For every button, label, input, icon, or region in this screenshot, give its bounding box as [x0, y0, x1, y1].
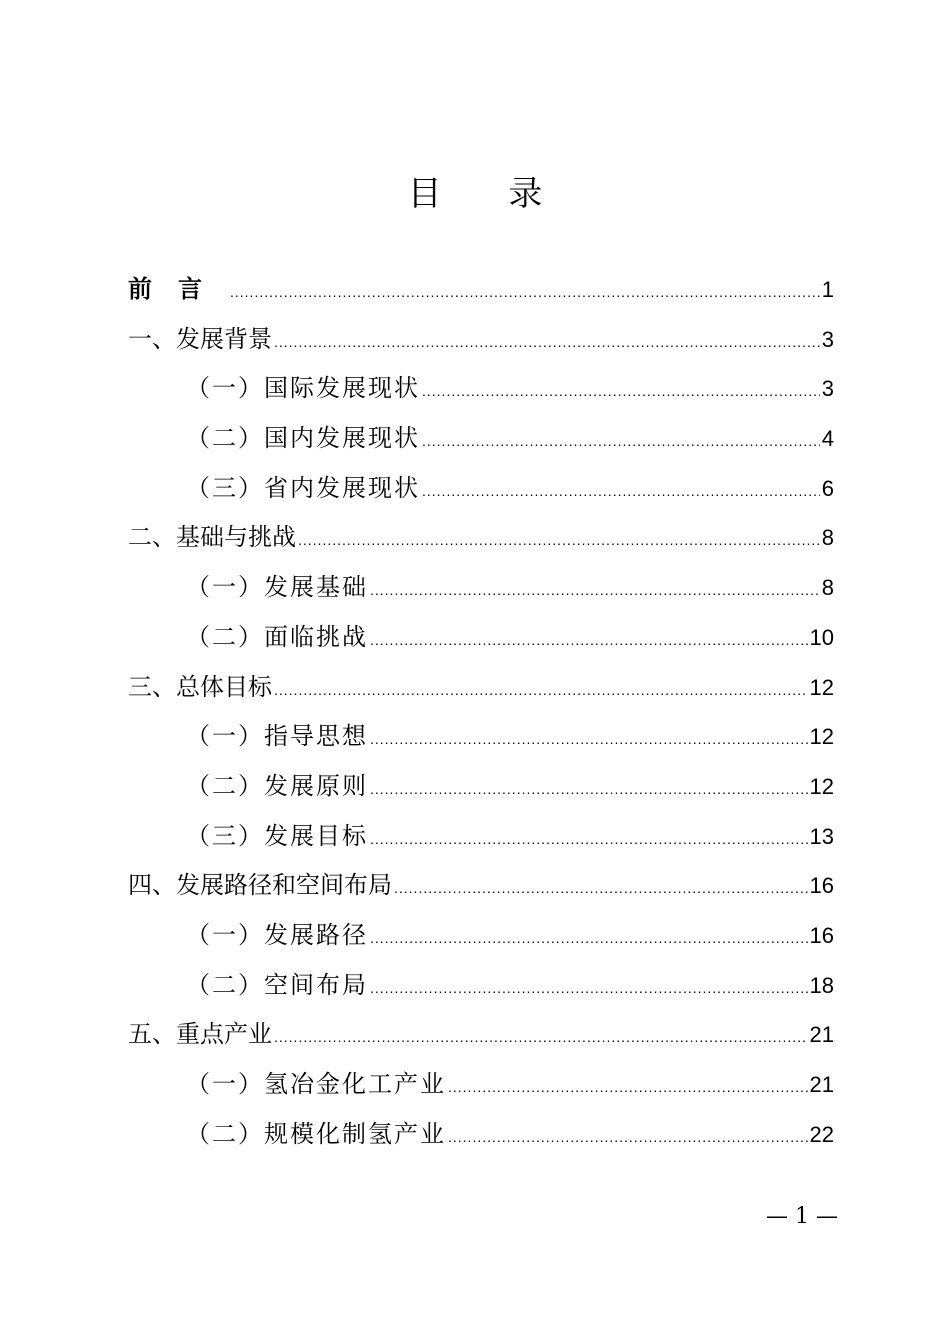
toc-entry-label: （三）省内发展现状	[186, 473, 420, 502]
toc-leader-dots	[370, 815, 808, 865]
toc-leader-dots	[370, 964, 808, 1014]
toc-leader-dots	[370, 616, 808, 666]
toc-leader-dots	[370, 914, 808, 964]
toc-leader-dots	[298, 516, 820, 566]
toc-leader-dots	[274, 318, 820, 368]
page-title-char-1: 目	[407, 174, 442, 214]
toc-entry[interactable]	[128, 1110, 834, 1160]
toc-entry[interactable]	[128, 265, 834, 315]
toc-entry-page: 22	[809, 1121, 834, 1147]
toc-entry-page: 12	[809, 674, 834, 700]
toc-leader-dots	[448, 1113, 808, 1163]
toc-entry-label: （二）规模化制氢产业	[186, 1119, 446, 1148]
toc-entry-label: 四、发展路径和空间布局	[128, 871, 392, 900]
toc-leader-dots	[230, 268, 820, 318]
toc-leader-dots	[422, 417, 820, 467]
toc-leader-dots	[370, 566, 820, 616]
toc-entry-label: （二）发展原则	[186, 771, 368, 800]
toc-entry[interactable]	[128, 961, 834, 1011]
toc-entry[interactable]	[128, 414, 834, 464]
toc-entry-page: 13	[809, 823, 834, 849]
toc-entry-label: 五、重点产业	[128, 1020, 272, 1049]
toc-leader-dots	[422, 367, 820, 417]
toc-entry-page: 4	[821, 426, 834, 452]
toc-entry[interactable]	[128, 513, 834, 563]
toc-leader-dots	[370, 765, 808, 815]
toc-entry[interactable]	[128, 762, 834, 812]
toc-entry-label: 二、基础与挑战	[128, 523, 296, 552]
toc-entry-page: 8	[821, 575, 834, 601]
toc-entry-label: （三）发展目标	[186, 821, 368, 850]
toc-leader-dots	[448, 1063, 808, 1113]
toc-entry-page: 12	[809, 724, 834, 750]
toc-entry[interactable]	[128, 861, 834, 911]
page-title-char-2: 录	[508, 174, 543, 214]
toc-entry-label: （二）面临挑战	[186, 622, 368, 651]
toc-entry[interactable]	[128, 911, 834, 961]
toc-entry[interactable]	[128, 563, 834, 613]
toc-entry-label: （二）空间布局	[186, 970, 368, 999]
toc-entry[interactable]	[128, 315, 834, 365]
page-number: — 1 —	[766, 1204, 838, 1229]
toc-entry-page: 1	[821, 277, 834, 302]
toc-entry-label: （一）国际发展现状	[186, 374, 420, 403]
table-of-contents	[128, 265, 834, 1159]
toc-leader-dots	[394, 864, 808, 914]
toc-entry[interactable]	[128, 712, 834, 762]
toc-leader-dots	[370, 715, 808, 765]
toc-entry-label: 一、发展背景	[128, 324, 272, 353]
toc-entry-page: 21	[809, 1022, 834, 1048]
toc-entry[interactable]	[128, 364, 834, 414]
toc-entry-label: （一）氢冶金化工产业	[186, 1070, 446, 1098]
toc-entry-page: 12	[809, 773, 834, 799]
toc-entry-label: （二）国内发展现状	[186, 424, 420, 453]
toc-entry-label: 前言	[128, 275, 228, 303]
toc-entry-page: 6	[821, 475, 834, 501]
toc-entry-label: （一）发展路径	[186, 920, 368, 949]
toc-entry[interactable]	[128, 1060, 834, 1110]
toc-entry-label: 三、总体目标	[128, 672, 272, 701]
toc-entry[interactable]	[128, 812, 834, 862]
toc-entry-page: 3	[821, 326, 834, 352]
toc-entry-label: （一）指导思想	[186, 722, 368, 751]
toc-leader-dots	[274, 666, 808, 716]
toc-leader-dots	[422, 467, 820, 517]
page-title	[0, 168, 950, 220]
toc-entry[interactable]	[128, 663, 834, 713]
toc-entry-page: 10	[809, 624, 834, 650]
toc-entry-page: 16	[809, 873, 834, 899]
toc-entry-page: 8	[821, 525, 834, 551]
toc-entry[interactable]	[128, 613, 834, 663]
toc-entry[interactable]	[128, 464, 834, 514]
toc-leader-dots	[274, 1013, 808, 1063]
toc-entry-page: 3	[821, 376, 834, 402]
toc-entry-page: 16	[809, 922, 834, 948]
toc-entry-label: （一）发展基础	[186, 573, 368, 602]
toc-entry-page: 21	[809, 1072, 834, 1097]
toc-entry-page: 18	[809, 972, 834, 998]
toc-entry[interactable]	[128, 1010, 834, 1060]
